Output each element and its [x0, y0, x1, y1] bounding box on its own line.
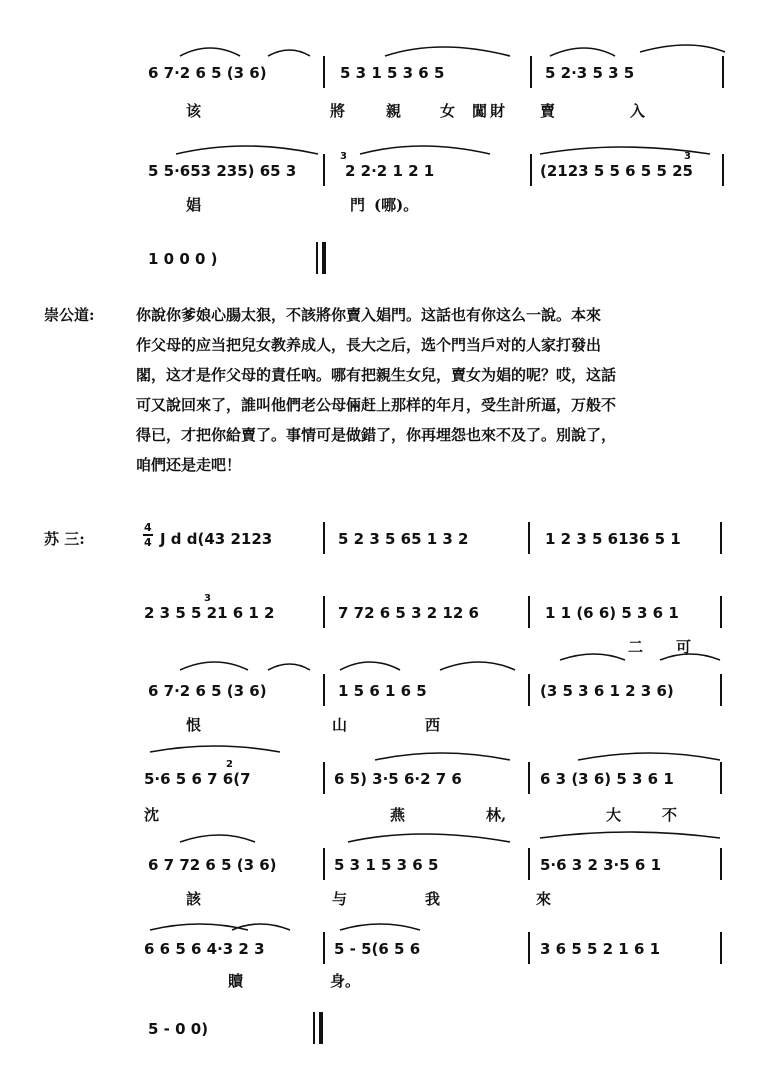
barline [323, 56, 325, 88]
measure: 6 7·2 6 5 (3 6) [148, 682, 267, 700]
measure: 1 5 6 1 6 5 [338, 682, 427, 700]
slur [560, 654, 625, 660]
lyric: 門 [350, 196, 366, 214]
grace-note: 3 [340, 151, 347, 162]
measure-2-1: 5 5·653 235) 65 3 [148, 162, 297, 180]
measure-1-3: 5 2·3 5 3 5 [545, 64, 635, 82]
lyric: 財 [490, 102, 506, 120]
final-barline-thin [313, 1012, 315, 1044]
barline [528, 522, 530, 554]
speech-line: 可又說回來了，誰叫他們老公母倆赶上那样的年月，受生計所逼，万般不 [136, 396, 617, 414]
grace-note: 3 [684, 151, 691, 162]
slur [640, 45, 725, 52]
slur [578, 753, 720, 760]
measure: (3 5 3 6 1 2 3 6) [540, 682, 674, 700]
lyric: 山 [332, 716, 348, 734]
barline [323, 522, 325, 554]
lyric: 大 [606, 806, 622, 824]
measure-1-2: 5 3 1 5 3 6 5 [340, 64, 445, 82]
lyric: 林, [486, 806, 507, 824]
measure: J d d(43 2123 [160, 530, 273, 548]
measure: 1 1 (6 6) 5 3 6 1 [545, 604, 679, 622]
barline [528, 932, 530, 964]
barline [720, 932, 722, 964]
speech-line: 作父母的应当把兒女教养成人，長大之后，选个門当戶对的人家打發出 [136, 336, 602, 354]
grace-note: 3 [204, 593, 211, 604]
measure: 6 6 5 6 4·3 2 3 [144, 940, 265, 958]
speech-line: 咱們还是走吧！ [136, 456, 242, 474]
lyric: 恨 [186, 716, 202, 734]
barline [528, 674, 530, 706]
barline [323, 762, 325, 794]
slur [150, 746, 280, 752]
measure: 6 5) 3·5 6·2 7 6 [334, 770, 462, 788]
barline [720, 848, 722, 880]
speech-line: 閣，这才是作父母的責任吶。哪有把親生女兒，賣女为娼的呢？哎，这話 [136, 366, 617, 384]
barline [530, 154, 532, 186]
measure: 7 72 6 5 3 2 12 6 [338, 604, 479, 622]
slur [180, 48, 240, 56]
final-barline-thin [316, 242, 318, 274]
lyric: (哪)。 [374, 196, 419, 214]
lyric: 可 [676, 638, 692, 656]
measure: 1 2 3 5 6136 5 1 [545, 530, 681, 548]
measure-1-1: 6 7·2 6 5 (3 6) [148, 64, 267, 82]
slur [540, 832, 720, 838]
barline [323, 848, 325, 880]
measure: 5 - 5(6 5 6 [334, 940, 421, 958]
slur [176, 146, 318, 154]
meter-bottom: 4 [144, 536, 152, 549]
measure: 2 3 5 5 21 6 1 2 [144, 604, 275, 622]
lyric: 不 [662, 806, 678, 824]
speech-line: 得已，才把你給賣了。事情可是做錯了，你再埋怨也來不及了。別說了， [136, 426, 617, 444]
lyric: 賣 [540, 102, 556, 120]
lyric: 來 [536, 890, 552, 908]
measure-3-1: 1 0 0 0 ) [148, 250, 218, 268]
measure: 5·6 3 2 3·5 6 1 [540, 856, 662, 874]
lyric: 該 [186, 890, 202, 908]
slur [268, 664, 310, 670]
barline [528, 596, 530, 628]
slur [340, 662, 400, 670]
slur [180, 835, 255, 842]
slur [360, 146, 490, 154]
slur [348, 834, 510, 842]
measure: 3 6 5 5 2 1 6 1 [540, 940, 661, 958]
barline [722, 154, 724, 186]
slur [180, 662, 248, 670]
measure: 5·6 5 6 7 6(7 [144, 770, 251, 788]
measure: 6 3 (3 6) 5 3 6 1 [540, 770, 674, 788]
measure: 6 7 72 6 5 (3 6) [148, 856, 277, 874]
measure: 5 3 1 5 3 6 5 [334, 856, 439, 874]
lyric: 与 [332, 890, 348, 908]
barline [720, 522, 722, 554]
meter-top: 4 [144, 521, 152, 534]
slur [340, 924, 420, 930]
measure: 5 2 3 5 65 1 3 2 [338, 530, 469, 548]
lyric: 西 [425, 716, 441, 734]
barline [722, 56, 724, 88]
lyric: 贖 [228, 972, 244, 990]
slur [268, 50, 310, 56]
final-barline-thick [319, 1012, 323, 1044]
lyric: 沈 [144, 806, 160, 824]
speaker-label-2: 苏 三: [44, 530, 85, 548]
barline [323, 674, 325, 706]
lyric: 燕 [390, 806, 406, 824]
lyric: 女 [440, 102, 456, 120]
lyric: 身。 [330, 972, 361, 990]
lyric: 二 [628, 638, 644, 656]
barline [323, 932, 325, 964]
barline [530, 56, 532, 88]
barline [528, 762, 530, 794]
barline [323, 154, 325, 186]
barline [323, 596, 325, 628]
lyric: 闖 [472, 102, 488, 120]
barline [720, 674, 722, 706]
slur [440, 662, 515, 670]
lyric: 入 [630, 102, 646, 120]
lyric: 我 [425, 890, 441, 908]
grace-note: 2 [226, 759, 233, 770]
measure: 5 - 0 0) [148, 1020, 209, 1038]
barline [528, 848, 530, 880]
lyric: 该 [186, 102, 202, 120]
lyric: 親 [386, 102, 402, 120]
barline [720, 762, 722, 794]
slur [375, 753, 510, 760]
slur [550, 48, 615, 56]
final-barline-thick [322, 242, 326, 274]
lyric: 娼 [186, 196, 202, 214]
barline [720, 596, 722, 628]
slur [385, 47, 510, 56]
measure-2-3: (2123 5 5 6 5 5 25 [540, 162, 693, 180]
speaker-label: 崇公道: [44, 306, 95, 324]
speech-line: 你說你爹娘心腸太狠，不該將你賣入娼門。这話也有你这么一說。本來 [136, 306, 602, 324]
measure-2-2: 2 2·2 1 2 1 [345, 162, 435, 180]
lyric: 將 [330, 102, 346, 120]
